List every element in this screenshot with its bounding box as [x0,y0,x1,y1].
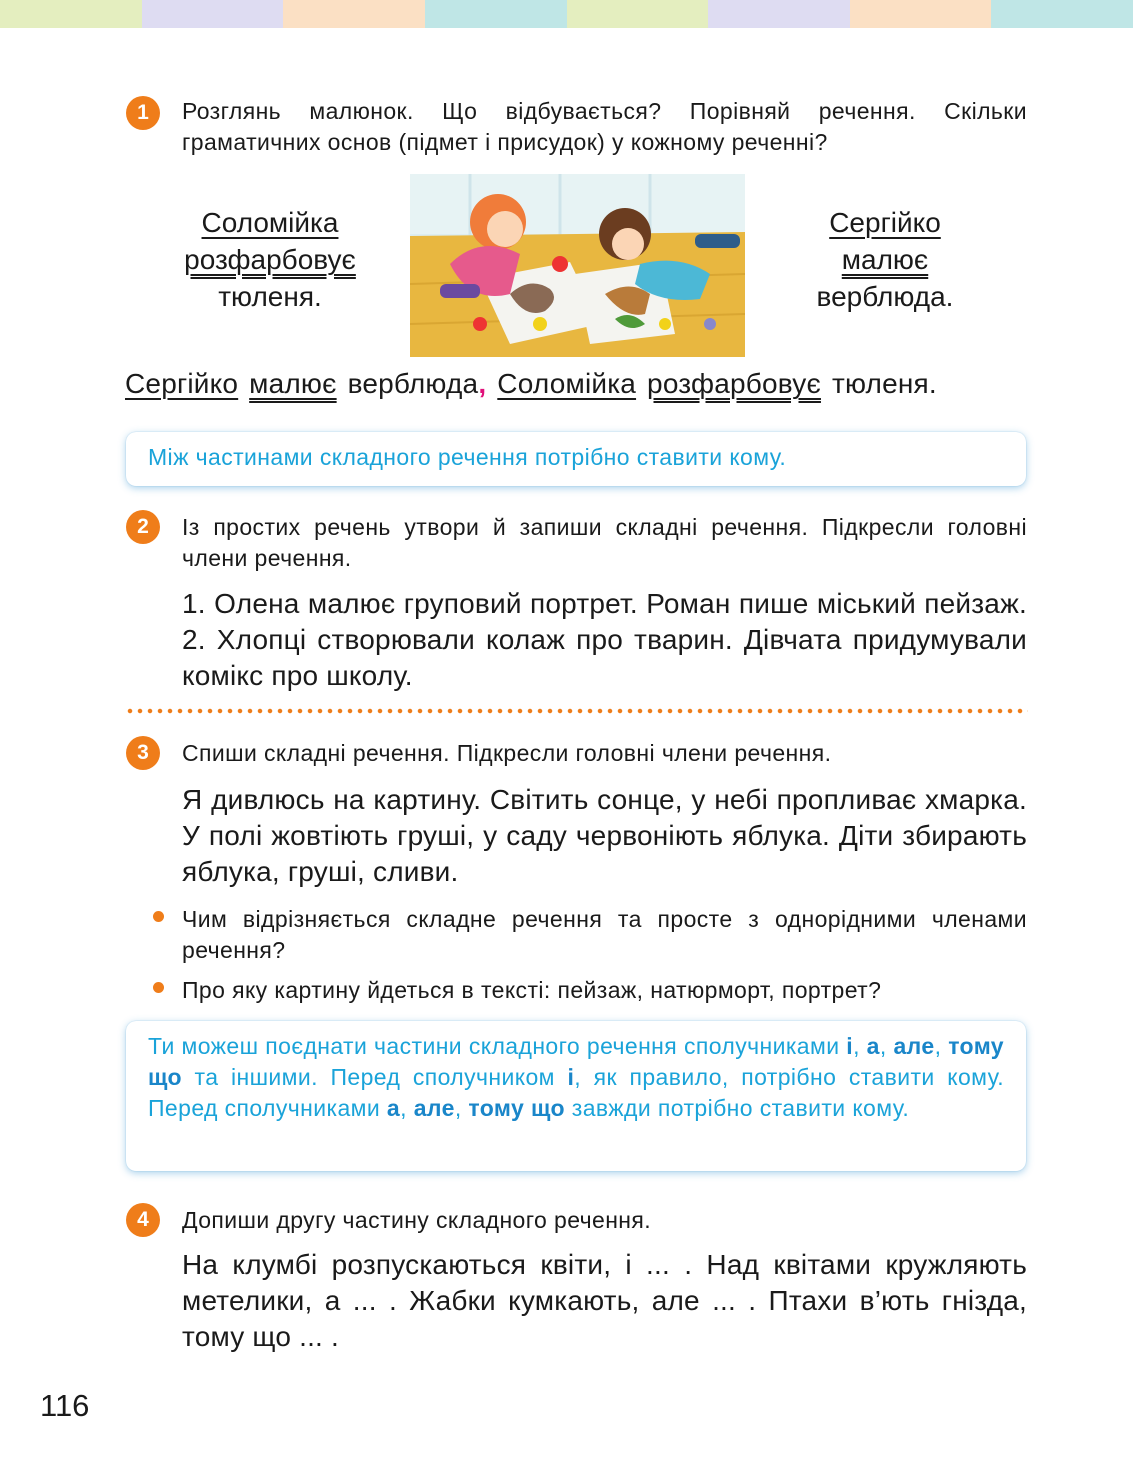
conjunction-keyword: а [386,1095,401,1121]
right-object: верблюда. [816,281,954,312]
illustration-svg [410,174,745,357]
task1-instruction: Розглянь малюнок. Що відбувається? Порівняй речення. Скільки граматичних основ (підмет і присудок) у кожному реченні? [182,98,1027,155]
rule-separator: , [879,1033,894,1059]
highlighted-comma: , [478,368,487,399]
task-number-1: 1 [126,96,160,130]
rule-text: , як правило, потрібно ставити кому. Перед сполучниками [148,1064,1004,1121]
task2-exercise-text: 1. Олена малює груповий портрет. Роман пише міський пейзаж. 2. Хлопці створювали колаж про тварин. Дівчата придумували комікс про школу. [182,588,1027,691]
rule-separator: , [853,1033,867,1059]
conjunction-keyword: і [567,1064,575,1090]
rule-separator: , [934,1033,949,1059]
combined-object-2: тюленя. [831,368,937,399]
dotted-separator [125,704,1028,718]
task2-instruction: Із простих речень утвори й запиши складні речення. Підкресли головні члени речення. [182,514,1027,571]
combined-subject-2: Соломійка [497,368,637,399]
task4-instruction: Допиши другу частину складного речення. [182,1207,652,1233]
conjunction-keyword: але [893,1033,935,1059]
children-drawing-illustration [410,174,745,357]
left-object: тюленя. [218,281,322,312]
rule-box-comma: Між частинами складного речення потрібно ставити кому. [126,432,1026,486]
stripe-segment [567,0,709,28]
task3-instruction: Спиши складні речення. Підкресли головні члени речення. [182,740,832,766]
task3-question-2: Про яку картину йдеться в тексті: пейзаж, натюрморт, портрет? [182,977,882,1003]
combined-predicate-2: розфарбовує [647,368,821,399]
conjunction-keyword: але [413,1095,455,1121]
top-color-stripe [0,0,1133,28]
bullet-dot [153,982,164,993]
task3-question-1: Чим відрізняється складне речення та просте з однорідними членами речення? [182,906,1027,963]
stripe-segment [850,0,992,28]
conjunction-keyword: і [846,1033,854,1059]
stripe-segment [0,0,142,28]
conjunction-keyword: тому що [468,1095,565,1121]
stripe-segment [991,0,1133,28]
task-number-2: 2 [126,510,160,544]
right-sentence [785,204,985,315]
rule-separator: , [454,1095,469,1121]
task-number-3: 3 [126,736,160,770]
task3-exercise-text: Я дивлюсь на картину. Світить сонце, у небі пропливає хмарка. У полі жовтіють груші, у саду червоніють яблука. Діти збирають яблука, груші, сливи. [182,784,1027,887]
stripe-segment [708,0,850,28]
left-predicate: розфарбовує [184,244,356,275]
rule-separator: , [400,1095,414,1121]
rule-box-conjunctions [126,1021,1026,1171]
conjunction-keyword: а [866,1033,880,1059]
stripe-segment [142,0,284,28]
rule-text: Ти можеш поєднати частини складного речення сполучниками [148,1033,847,1059]
right-predicate: малює [841,244,929,275]
page-number: 116 [40,1388,90,1423]
task-number-4: 4 [126,1203,160,1237]
conjunction-keyword: тому що [148,1033,1004,1090]
stripe-segment [425,0,567,28]
bullet-dot [153,911,164,922]
rule-text: та іншими. Перед сполучником [181,1064,568,1090]
combined-object-1: верблюда [347,368,479,399]
left-subject: Соломійка [201,207,339,238]
combined-sentence [125,366,1030,402]
rule-text: завжди потрібно ставити кому. [564,1095,910,1121]
combined-predicate-1: малює [249,368,337,399]
task4-exercise-text: На клумбі розпускаються квіти, і ... . Над квітами кружляють метелики, а ... . Жабки кумкають, але ... . Птахи в’ють гнізда, тому що ... . [182,1249,1027,1352]
left-sentence [150,204,390,315]
combined-subject-1: Сергійко [125,368,239,399]
right-subject: Сергійко [829,207,941,238]
stripe-segment [283,0,425,28]
